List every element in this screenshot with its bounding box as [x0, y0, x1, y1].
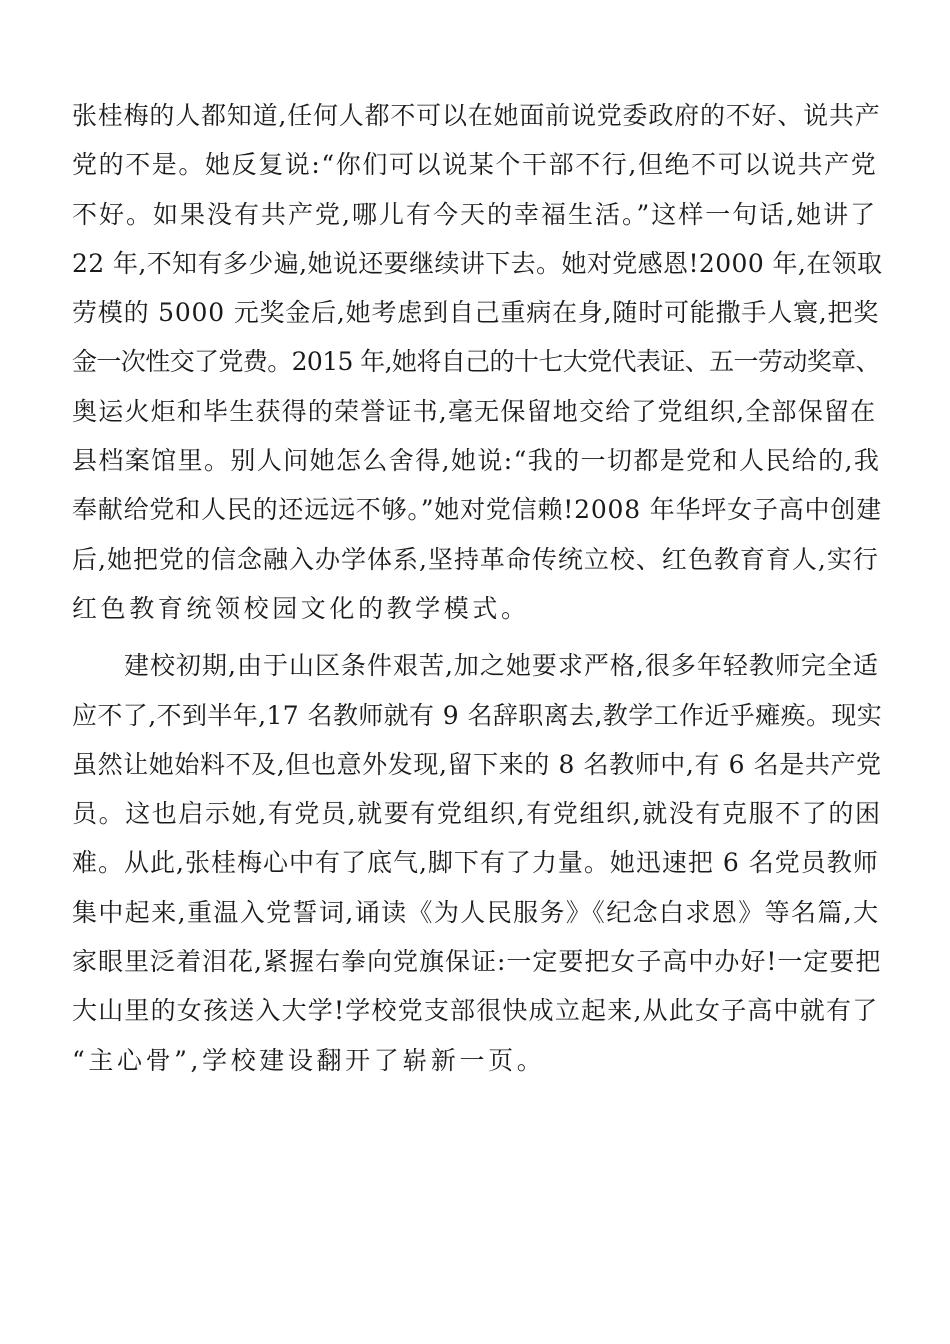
- paragraph-1: [72, 91, 882, 633]
- paragraph-line: 集中起来,重温入党誓词,诵读《为人民服务》《纪念白求恩》等名篇,大: [72, 897, 880, 927]
- paragraph-line: 劳模的 5000 元奖金后,她考虑到自己重病在身,随时可能撒手人寰,把奖: [72, 298, 880, 328]
- paragraph-line: 奥运火炬和毕生获得的荣誉证书,毫无保留地交给了党组织,全部保留在: [72, 396, 877, 426]
- paragraph-line: 应不了,不到半年,17 名教师就有 9 名辞职离去,教学工作近乎瘫痪。现实: [72, 700, 883, 730]
- paragraph-line: 员。这也启示她,有党员,就要有党组织,有党组织,就没有克服不了的困: [72, 799, 882, 829]
- paragraph-line: 金一次性交了党费。2015 年,她将自己的十七大党代表证、五一劳动奖章、: [72, 347, 880, 377]
- paragraph-spacer: [72, 633, 882, 641]
- paragraph-line: 不好。如果没有共产党,哪儿有今天的幸福生活。”这样一句话,她讲了: [72, 199, 878, 229]
- paragraph-line: 张桂梅的人都知道,任何人都不可以在她面前说党委政府的不好、说共产: [72, 101, 881, 130]
- paragraph-line: 难。从此,张桂梅心中有了底气,脚下有了力量。她迅速把 6 名党员教师: [72, 848, 879, 878]
- paragraph-line: “主心骨”,学校建设翻开了崭新一页。: [72, 1045, 546, 1075]
- paragraph-line: 党的不是。她反复说:“你们可以说某个干部不行,但绝不可以说共产党: [72, 150, 878, 180]
- paragraph-line: 后,她把党的信念融入办学体系,坚持革命传统立校、红色教育育人,实行: [72, 544, 879, 574]
- paragraph-line: 虽然让她始料不及,但也意外发现,留下来的 8 名教师中,有 6 名是共产党: [72, 749, 882, 779]
- document-body: [72, 91, 882, 1085]
- paragraph-line: 建校初期,由于山区条件艰苦,加之她要求严格,很多年轻教师完全适: [72, 651, 879, 681]
- paragraph-2: [72, 641, 882, 1085]
- paragraph-line: 家眼里泛着泪花,紧握右拳向党旗保证:一定要把女子高中办好!一定要把: [72, 947, 882, 977]
- paragraph-line: 奉献给党和人民的还远远不够。”她对党信赖!2008 年华坪女子高中创建: [72, 495, 882, 525]
- paragraph-line: 县档案馆里。别人问她怎么舍得,她说:“我的一切都是党和人民给的,我: [72, 446, 881, 476]
- paragraph-line: 红色教育统领校园文化的教学模式。: [72, 593, 530, 623]
- paragraph-line: 大山里的女孩送入大学!学校党支部很快成立起来,从此女子高中就有了: [72, 996, 879, 1026]
- paragraph-line: 22 年,不知有多少遍,她说还要继续讲下去。她对党感恩!2000 年,在领取: [72, 248, 883, 278]
